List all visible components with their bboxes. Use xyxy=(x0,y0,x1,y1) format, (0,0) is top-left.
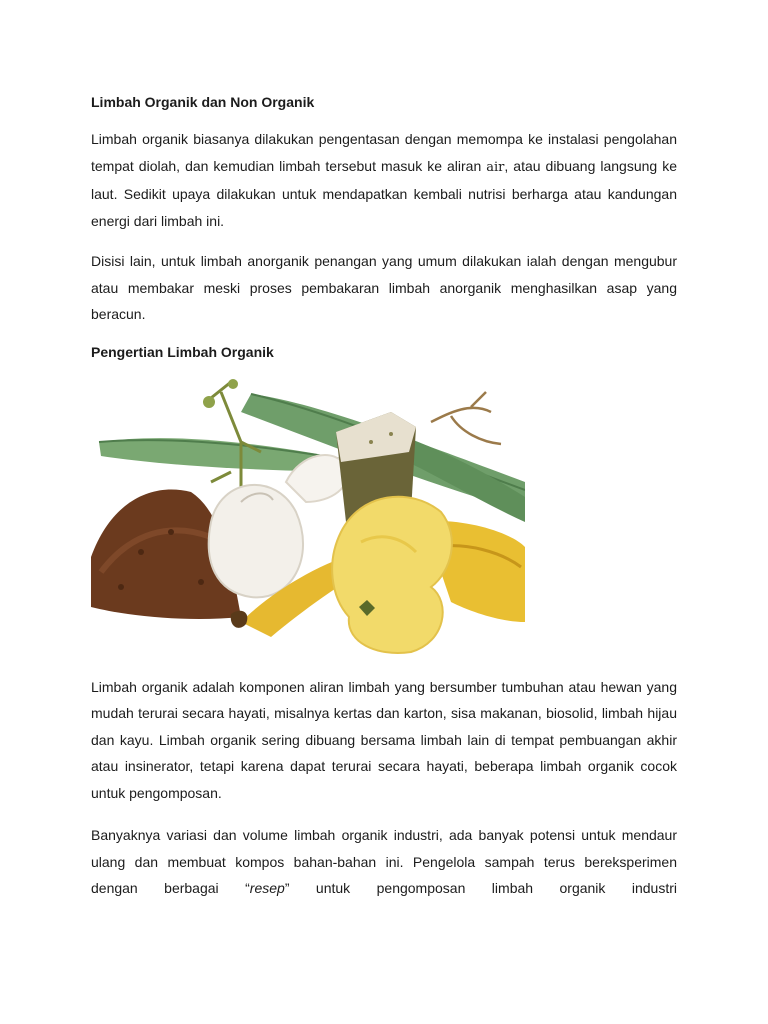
paragraph-intro xyxy=(91,126,677,234)
document-body xyxy=(91,92,677,902)
heading-pengertian-limbah-organik: Pengertian Limbah Organik xyxy=(91,343,274,360)
heading-limbah-organik-non-organik: Limbah Organik dan Non Organik xyxy=(91,94,315,110)
paragraph-definition: Limbah organik adalah komponen aliran limbah yang bersumber tumbuhan atau hewan yang mudah terurai secara hayati, misalnya kertas dan karton, sisa makanan, biosolid, limbah hijau dan kayu. Limbah organik sering dibuang bersama limbah lain di tempat pembuangan akhir atau insinerator, tetapi karena dapat terurai secara hayati, beberapa limbah organik cocok untuk pengomposan. xyxy=(91,678,677,801)
italic-resep: resep xyxy=(249,880,285,896)
link-air[interactable]: air xyxy=(486,159,505,175)
paragraph-intro-text-start: Limbah organik biasanya dilakukan pengentasan dengan memompa ke instalasi pengolahan tempat diolah, dan kemudian limbah tersebut masuk ke aliran xyxy=(91,131,677,174)
paragraph-intro-text-end: , atau dibuang langsung ke laut. Sedikit upaya dilakukan untuk mendapatkan kembali nutrisi berharga atau kandungan energi dari limbah ini. xyxy=(91,157,677,229)
organic-waste-illustration xyxy=(91,372,525,664)
paragraph-industrial-composting xyxy=(91,822,677,902)
paragraph-industrial-text-end: ” untuk pengomposan limbah organik industri xyxy=(284,880,677,896)
paragraph-industrial-text-start: Banyaknya variasi dan volume limbah organik industri, ada banyak potensi untuk mendaur ulang dan membuat kompos bahan-bahan ini. Pengelola sampah terus bereksperimen dengan berbagai “ xyxy=(91,827,677,896)
paragraph-anorganik: Disisi lain, untuk limbah anorganik penangan yang umum dilakukan ialah dengan mengubur atau membakar meski proses pembakaran limbah anorganik menghasilkan asap yang beracun. xyxy=(91,253,677,322)
organic-waste-image xyxy=(91,372,525,664)
